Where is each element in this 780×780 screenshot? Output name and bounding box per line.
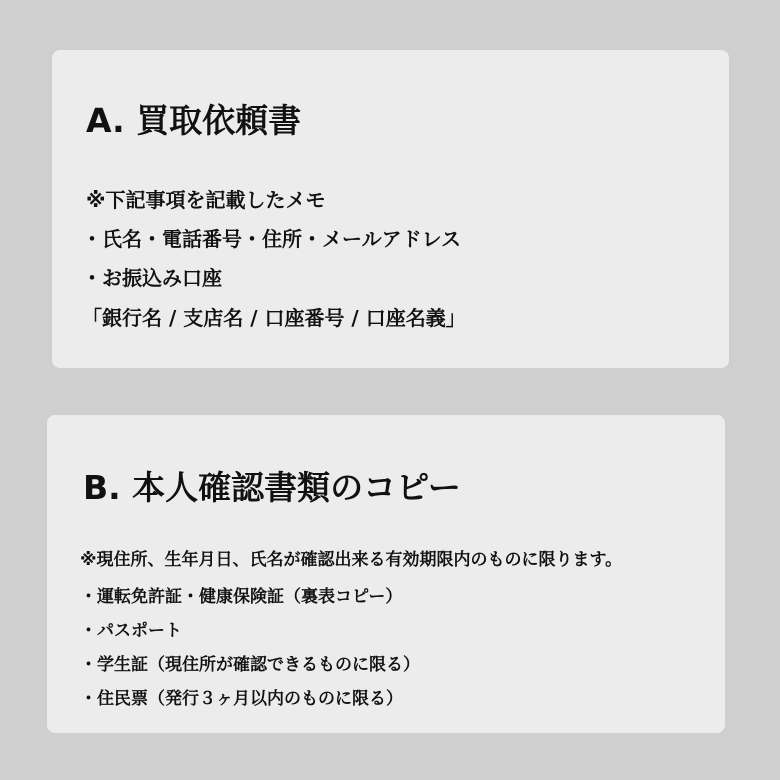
section-b-item-resident-record: ・住民票（発行３ヶ月以内のものに限る） <box>80 689 403 709</box>
section-b-item-license: ・運転免許証・健康保険証（裏表コピー） <box>80 587 403 607</box>
section-a-title: A. 買取依頼書 <box>86 101 302 140</box>
section-a-card <box>52 50 729 368</box>
section-b-note: ※現住所、生年月日、氏名が確認出来る有効期限内のものに限ります。 <box>80 550 623 570</box>
section-a-item-bank-details: 「銀行名 / 支店名 / 口座番号 / 口座名義」 <box>82 306 466 330</box>
section-b-title: B. 本人確認書類のコピー <box>83 468 461 507</box>
section-b-item-passport: ・パスポート <box>80 621 182 641</box>
section-a-item-bank-account: ・お振込み口座 <box>82 266 222 290</box>
section-a-note: ※下記事項を記載したメモ <box>86 188 326 212</box>
section-a-item-contact: ・氏名・電話番号・住所・メールアドレス <box>82 227 461 251</box>
section-b-card <box>47 415 725 733</box>
section-b-item-student-id: ・学生証（現住所が確認できるものに限る） <box>80 655 420 675</box>
